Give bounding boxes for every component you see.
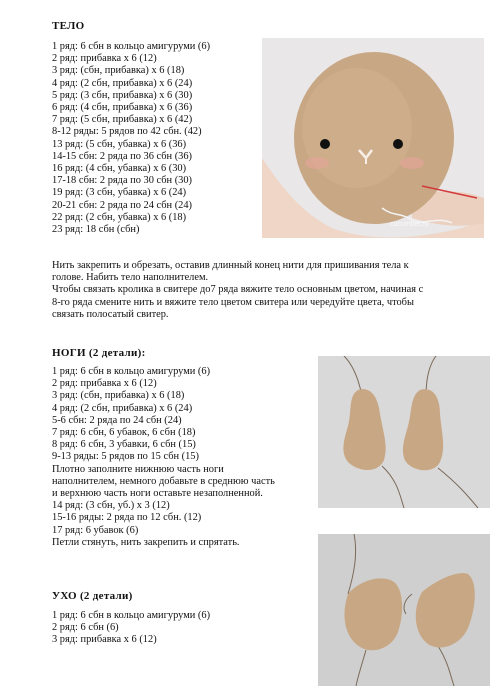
legs-row: 9-13 ряды: 5 рядов по 15 сбн (15): [52, 451, 199, 463]
body-notes: [52, 260, 423, 321]
body-rows-list: [52, 41, 210, 236]
body-row: 16 ряд: (4 сбн, убавка) х 6 (30): [52, 163, 187, 175]
legs-row: 8 ряд: 6 сбн, 3 убавки, 6 сбн (15): [52, 439, 196, 451]
legs-rows-list: [52, 366, 275, 549]
body-row: 22 ряд: (2 сбн, убавка) х 6 (18): [52, 211, 187, 223]
left-eye: [320, 139, 330, 149]
body-row: 3 ряд: (сбн, прибавка) х 6 (18): [52, 65, 185, 77]
legs-row: 5-6 сбн: 2 ряда по 24 сбн (24): [52, 414, 182, 426]
body-row: 13 ряд: (5 сбн, убавка) х 6 (36): [52, 138, 187, 150]
ear-row: 1 ряд: 6 сбн в кольцо амигуруми (6): [52, 610, 211, 621]
legs-row: наполнителем, немного добавьте в среднюю часть: [52, 475, 275, 487]
body-row: 20-21 сбн: 2 ряда по 24 сбн (24): [52, 199, 193, 211]
legs-row: Плотно заполните нижнюю часть ноги: [52, 463, 224, 475]
legs-row: Петли стянуть, нить закрепить и спрятать.: [52, 536, 240, 548]
body-row: 7 ряд: (5 сбн, прибавка) х 6 (42): [52, 114, 193, 126]
ear-section-title: УХО (2 детали): [52, 590, 133, 602]
ear-row: 3 ряд: прибавка х 6 (12): [52, 634, 157, 646]
body-note-line: Нить закрепить и обрезать, оставив длинный конец нити для пришивания тела к: [52, 260, 409, 271]
body-note-line: 8-го ряда смените нить и вяжите тело цветом свитера или чередуйте цвета, чтобы: [52, 296, 414, 308]
ear-left: [344, 578, 402, 650]
legs-row: 4 ряд: (2 сбн, прибавка) х 6 (24): [52, 402, 193, 414]
legs-row: 1 ряд: 6 сбн в кольцо амигуруми (6): [52, 366, 211, 377]
body-row: 5 ряд: (3 сбн, прибавка) х 6 (30): [52, 89, 193, 101]
body-row: 2 ряд: прибавка х 6 (12): [52, 53, 157, 65]
body-row: 17-18 сбн: 2 ряда по 30 сбн (30): [52, 175, 193, 187]
legs-row: 2 ряд: прибавка х 6 (12): [52, 378, 157, 390]
legs-row: 15-16 ряды: 2 ряда по 12 сбн. (12): [52, 512, 202, 524]
head-photo: [262, 38, 484, 238]
body-note-line: связать полосатый свитер.: [52, 308, 169, 320]
body-note-line: голове. Набить тело наполнителем.: [52, 272, 209, 284]
body-row: 4 ряд: (2 сбн, прибавка) х 6 (24): [52, 77, 193, 89]
body-row: 19 ряд: (3 сбн, убавка) х 6 (24): [52, 187, 187, 199]
body-row: 8-12 ряды: 5 рядов по 42 сбн. (42): [52, 126, 202, 138]
legs-row: 3 ряд: (сбн, прибавка) х 6 (18): [52, 390, 185, 402]
body-section-title: ТЕЛО: [52, 20, 85, 32]
legs-photo: [318, 356, 490, 508]
body-row: 23 ряд: 18 сбн (сбн): [52, 224, 140, 236]
legs-section-title: НОГИ (2 детали):: [52, 347, 146, 359]
legs-row: 14 ряд: (3 сбн, уб.) х 3 (12): [52, 500, 170, 512]
legs-row: 7 ряд: 6 сбн, 6 убавок, 6 сбн (18): [52, 427, 196, 439]
legs-row: и верхнюю часть ноги оставьте незаполненной.: [52, 488, 263, 500]
body-row: 14-15 сбн: 2 ряда по 36 сбн (36): [52, 150, 193, 162]
body-row: 1 ряд: 6 сбн в кольцо амигуруми (6): [52, 41, 211, 52]
ears-photo: [318, 534, 490, 686]
watermark: cucumber.ru: [390, 221, 429, 228]
body-row: 6 ряд: (4 сбн, прибавка) х 6 (36): [52, 102, 193, 114]
ear-rows-list: [52, 610, 210, 647]
ear-row: 2 ряд: 6 сбн (6): [52, 622, 119, 634]
legs-row: 17 ряд: 6 убавок (6): [52, 524, 139, 536]
right-eye: [393, 139, 403, 149]
body-note-line: Чтобы связать кролика в свитере до7 ряда вяжите тело основным цветом, начиная с: [52, 284, 424, 296]
